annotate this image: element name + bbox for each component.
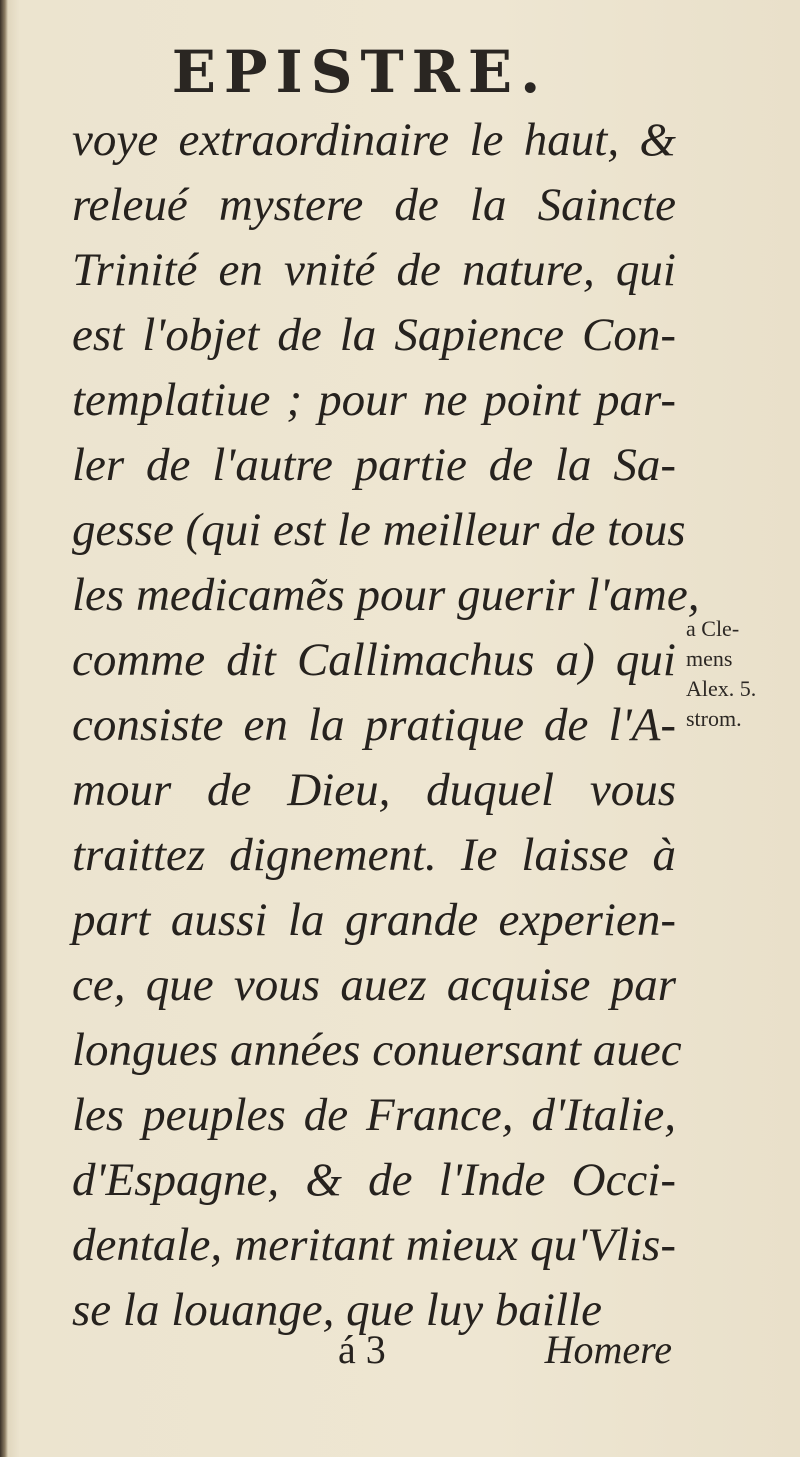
text-line: dentale, meritant mieux qu'Vlis- xyxy=(72,1219,676,1271)
text-line: templatiue ; pour ne point par- xyxy=(72,374,676,426)
text-line: ler de l'autre partie de la Sa- xyxy=(72,439,676,491)
page-title: EPISTRE. xyxy=(171,38,549,106)
text-line: mour de Dieu, duquel vous xyxy=(72,764,676,816)
text-line: Trinité en vnité de nature, qui xyxy=(72,244,676,296)
margin-note-line: a Cle- xyxy=(686,616,740,641)
text-line: voye extraordinaire le haut, & xyxy=(72,114,676,166)
text-line: consiste en la pratique de l'A- xyxy=(72,699,676,751)
text-line: gesse (qui est le meilleur de tous xyxy=(72,504,686,556)
text-line: longues années conuersant auec xyxy=(72,1024,682,1076)
page-spine-shadow xyxy=(0,0,8,1457)
margin-note xyxy=(686,614,786,734)
catchword: Homere xyxy=(544,1327,672,1372)
text-line: traittez dignement. Ie laisse à xyxy=(72,829,676,881)
text-line: les medicamẽs pour guerir l'ame, xyxy=(72,569,700,621)
signature-mark: á 3 xyxy=(338,1327,386,1372)
text-line: ce, que vous auez acquise par xyxy=(72,959,676,1011)
margin-note-line: Alex. 5. xyxy=(686,676,757,701)
text-line: d'Espagne, & de l'Inde Occi- xyxy=(72,1154,676,1206)
text-line: releué mystere de la Saincte xyxy=(72,179,676,231)
body-text xyxy=(72,108,700,1343)
text-line: part aussi la grande experien- xyxy=(72,894,676,946)
page-footer xyxy=(72,1326,676,1376)
margin-note-line: strom. xyxy=(686,706,742,731)
text-line: est l'objet de la Sapience Con- xyxy=(72,309,676,361)
text-line: les peuples de France, d'Italie, xyxy=(72,1089,676,1141)
margin-note-line: mens xyxy=(686,646,733,671)
text-line: comme dit Callimachus a) qui xyxy=(72,634,676,686)
text-line: se la louange, que luy baille xyxy=(72,1284,602,1336)
